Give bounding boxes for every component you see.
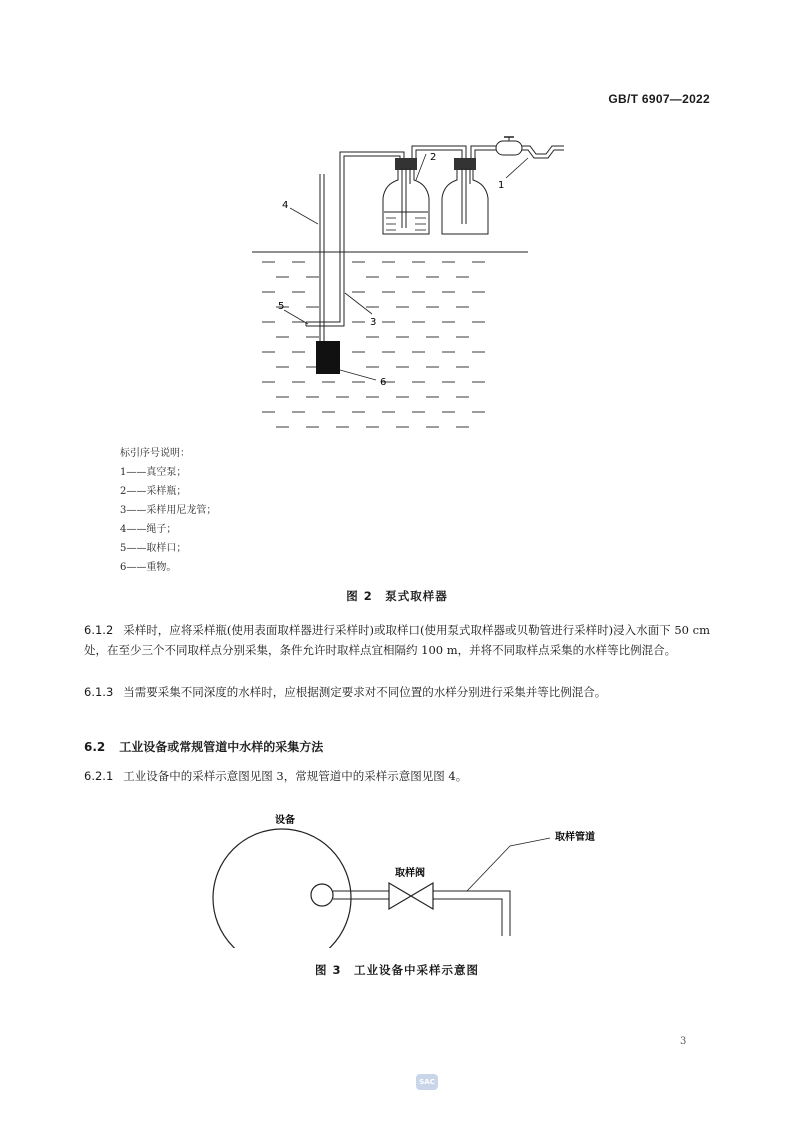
section-title: 工业设备或常规管道中水样的采集方法 (119, 740, 324, 754)
paragraph-6-1-2 (84, 620, 710, 660)
clause-number: 6.1.3 (84, 685, 114, 699)
sampling-port (311, 884, 333, 906)
legend-item: 4——绳子； (120, 524, 177, 535)
page-number: 3 (680, 1036, 687, 1047)
figure-2-label-1: 1 (498, 180, 505, 191)
figure-3-equipment-sampling (205, 808, 625, 948)
pipe-label: 取样管道 (555, 832, 595, 843)
paragraph-6-2-1 (84, 766, 710, 786)
nylon-tube (306, 152, 404, 322)
legend-item: 5——取样口； (120, 543, 187, 554)
clause-text: 采样时，应将采样瓶(使用表面取样器进行采样时)或取样口(使用泵式取样器或贝勒管进行采样时)浸入水面下 50 cm 处，在至少三个不同取样点分别采集，条件允许时取样点宜相隔约 100 m，并将不同取样点采集的水样等比例混合。 (84, 623, 710, 657)
sampling-valve (389, 883, 433, 909)
legend-title: 标引序号说明： (120, 448, 190, 459)
figure-2-label-4: 4 (282, 200, 289, 211)
legend-item: 3——采样用尼龙管； (120, 505, 217, 516)
figure-2-label-6: 6 (380, 377, 387, 388)
figure-2-label-3: 3 (370, 317, 377, 328)
valve-label: 取样阀 (395, 868, 425, 879)
legend-item: 2——采样瓶； (120, 486, 187, 497)
figure-2-label-5: 5 (278, 301, 285, 312)
water-dashes (262, 262, 485, 427)
clause-number: 6.2.1 (84, 769, 114, 783)
figure-2-legend (120, 444, 216, 577)
figure-2-pump-sampler (240, 128, 570, 438)
figure-3-caption: 图 3 工业设备中采样示意图 (314, 963, 479, 977)
clause-number: 6.1.2 (84, 623, 114, 637)
figure-2-label-2: 2 (430, 152, 437, 163)
legend-item: 1——真空泵； (120, 467, 187, 478)
sampling-bottle-1 (383, 158, 429, 234)
clause-text: 当需要采集不同深度的水样时，应根据测定要求对不同位置的水样分别进行采集并等比例混合。 (123, 685, 607, 699)
sac-logo: SAC (416, 1074, 438, 1090)
section-6-2-heading (84, 738, 323, 755)
clause-text: 工业设备中的采样示意图见图 3，常规管道中的采样示意图见图 4。 (123, 769, 468, 783)
section-number: 6.2 (84, 740, 106, 754)
weight-block (316, 341, 340, 374)
sampling-bottle-2 (442, 158, 488, 234)
paragraph-6-1-3 (84, 682, 710, 702)
figure-2-caption: 图 2 泵式取样器 (346, 589, 448, 603)
equipment-label: 设备 (275, 815, 295, 826)
vacuum-pump (496, 137, 564, 158)
legend-item: 6——重物。 (120, 562, 177, 573)
standard-code: GB/T 6907—2022 (608, 92, 710, 106)
